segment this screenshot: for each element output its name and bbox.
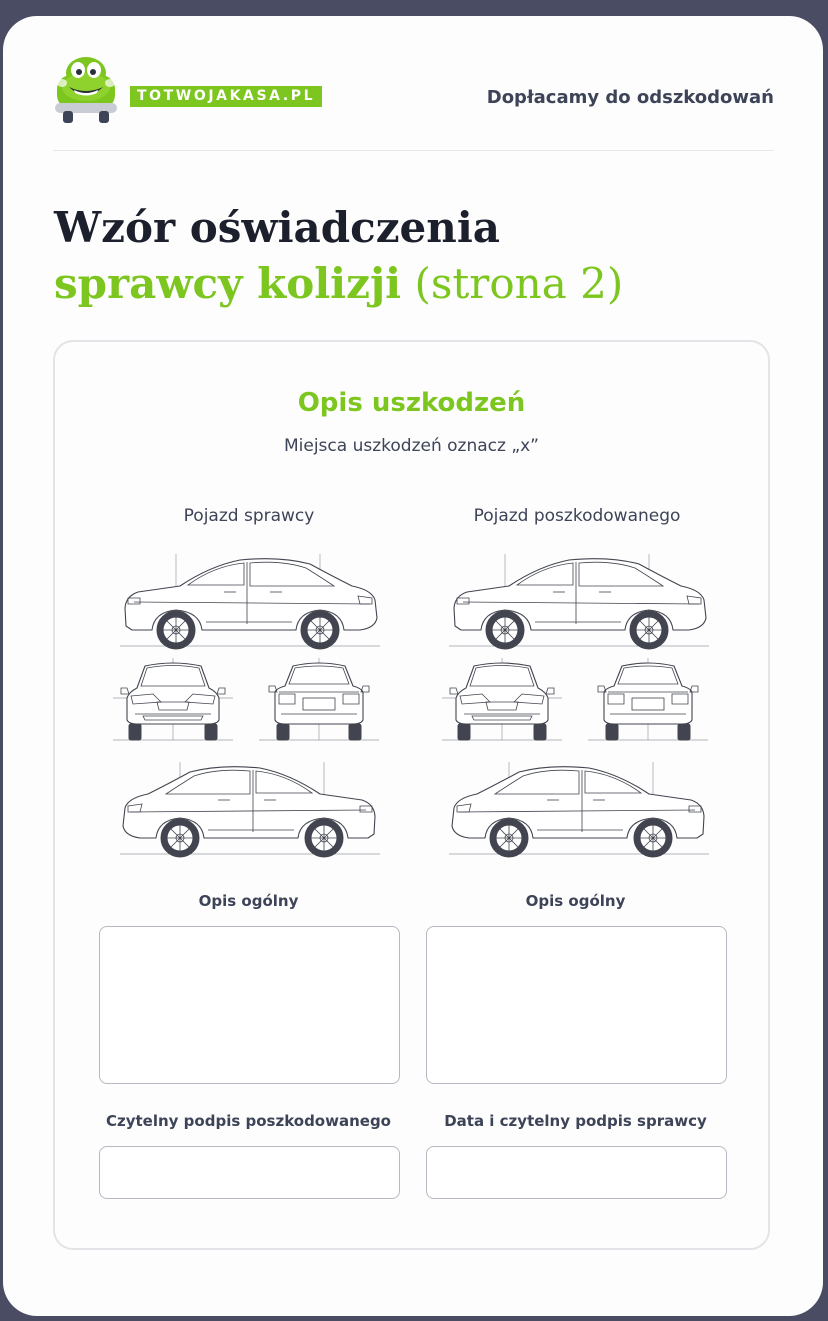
header-divider — [53, 150, 774, 151]
car-rear-icon[interactable] — [588, 658, 708, 748]
card-title: Opis uszkodzeń — [297, 388, 526, 418]
description-right-label: Opis ogólny — [525, 892, 626, 910]
description-right-input[interactable] — [426, 926, 727, 1084]
car-side-right-icon[interactable] — [448, 760, 710, 860]
damage-description-card — [53, 340, 770, 1250]
page-title: Wzór oświadczenia — [54, 203, 500, 252]
signature-right-input[interactable] — [426, 1146, 727, 1199]
car-side-right-icon[interactable] — [119, 760, 381, 860]
vehicle-left-label: Pojazd sprawcy — [183, 506, 315, 526]
subtitle-rest: (strona 2) — [401, 259, 624, 308]
signature-right-label: Data i czytelny podpis sprawcy — [444, 1112, 707, 1130]
tagline: Dopłacamy do odszkodowań — [486, 87, 774, 108]
car-front-icon[interactable] — [442, 658, 562, 748]
car-front-icon[interactable] — [113, 658, 233, 748]
signature-left-label: Czytelny podpis poszkodowanego — [106, 1112, 391, 1130]
car-side-left-icon[interactable] — [448, 552, 710, 652]
signature-left-input[interactable] — [99, 1146, 400, 1199]
car-mascot-logo-icon — [53, 53, 119, 125]
card-instruction: Miejsca uszkodzeń oznacz „x” — [283, 436, 539, 456]
description-left-input[interactable] — [99, 926, 400, 1084]
subtitle-highlight: sprawcy kolizji — [54, 259, 402, 308]
car-side-left-icon[interactable] — [119, 552, 381, 652]
brand-name[interactable]: TOTWOJAKASA.PL — [130, 86, 322, 107]
page-subtitle — [54, 256, 623, 312]
vehicle-right-label: Pojazd poszkodowanego — [473, 506, 681, 526]
car-rear-icon[interactable] — [259, 658, 379, 748]
description-left-label: Opis ogólny — [198, 892, 299, 910]
